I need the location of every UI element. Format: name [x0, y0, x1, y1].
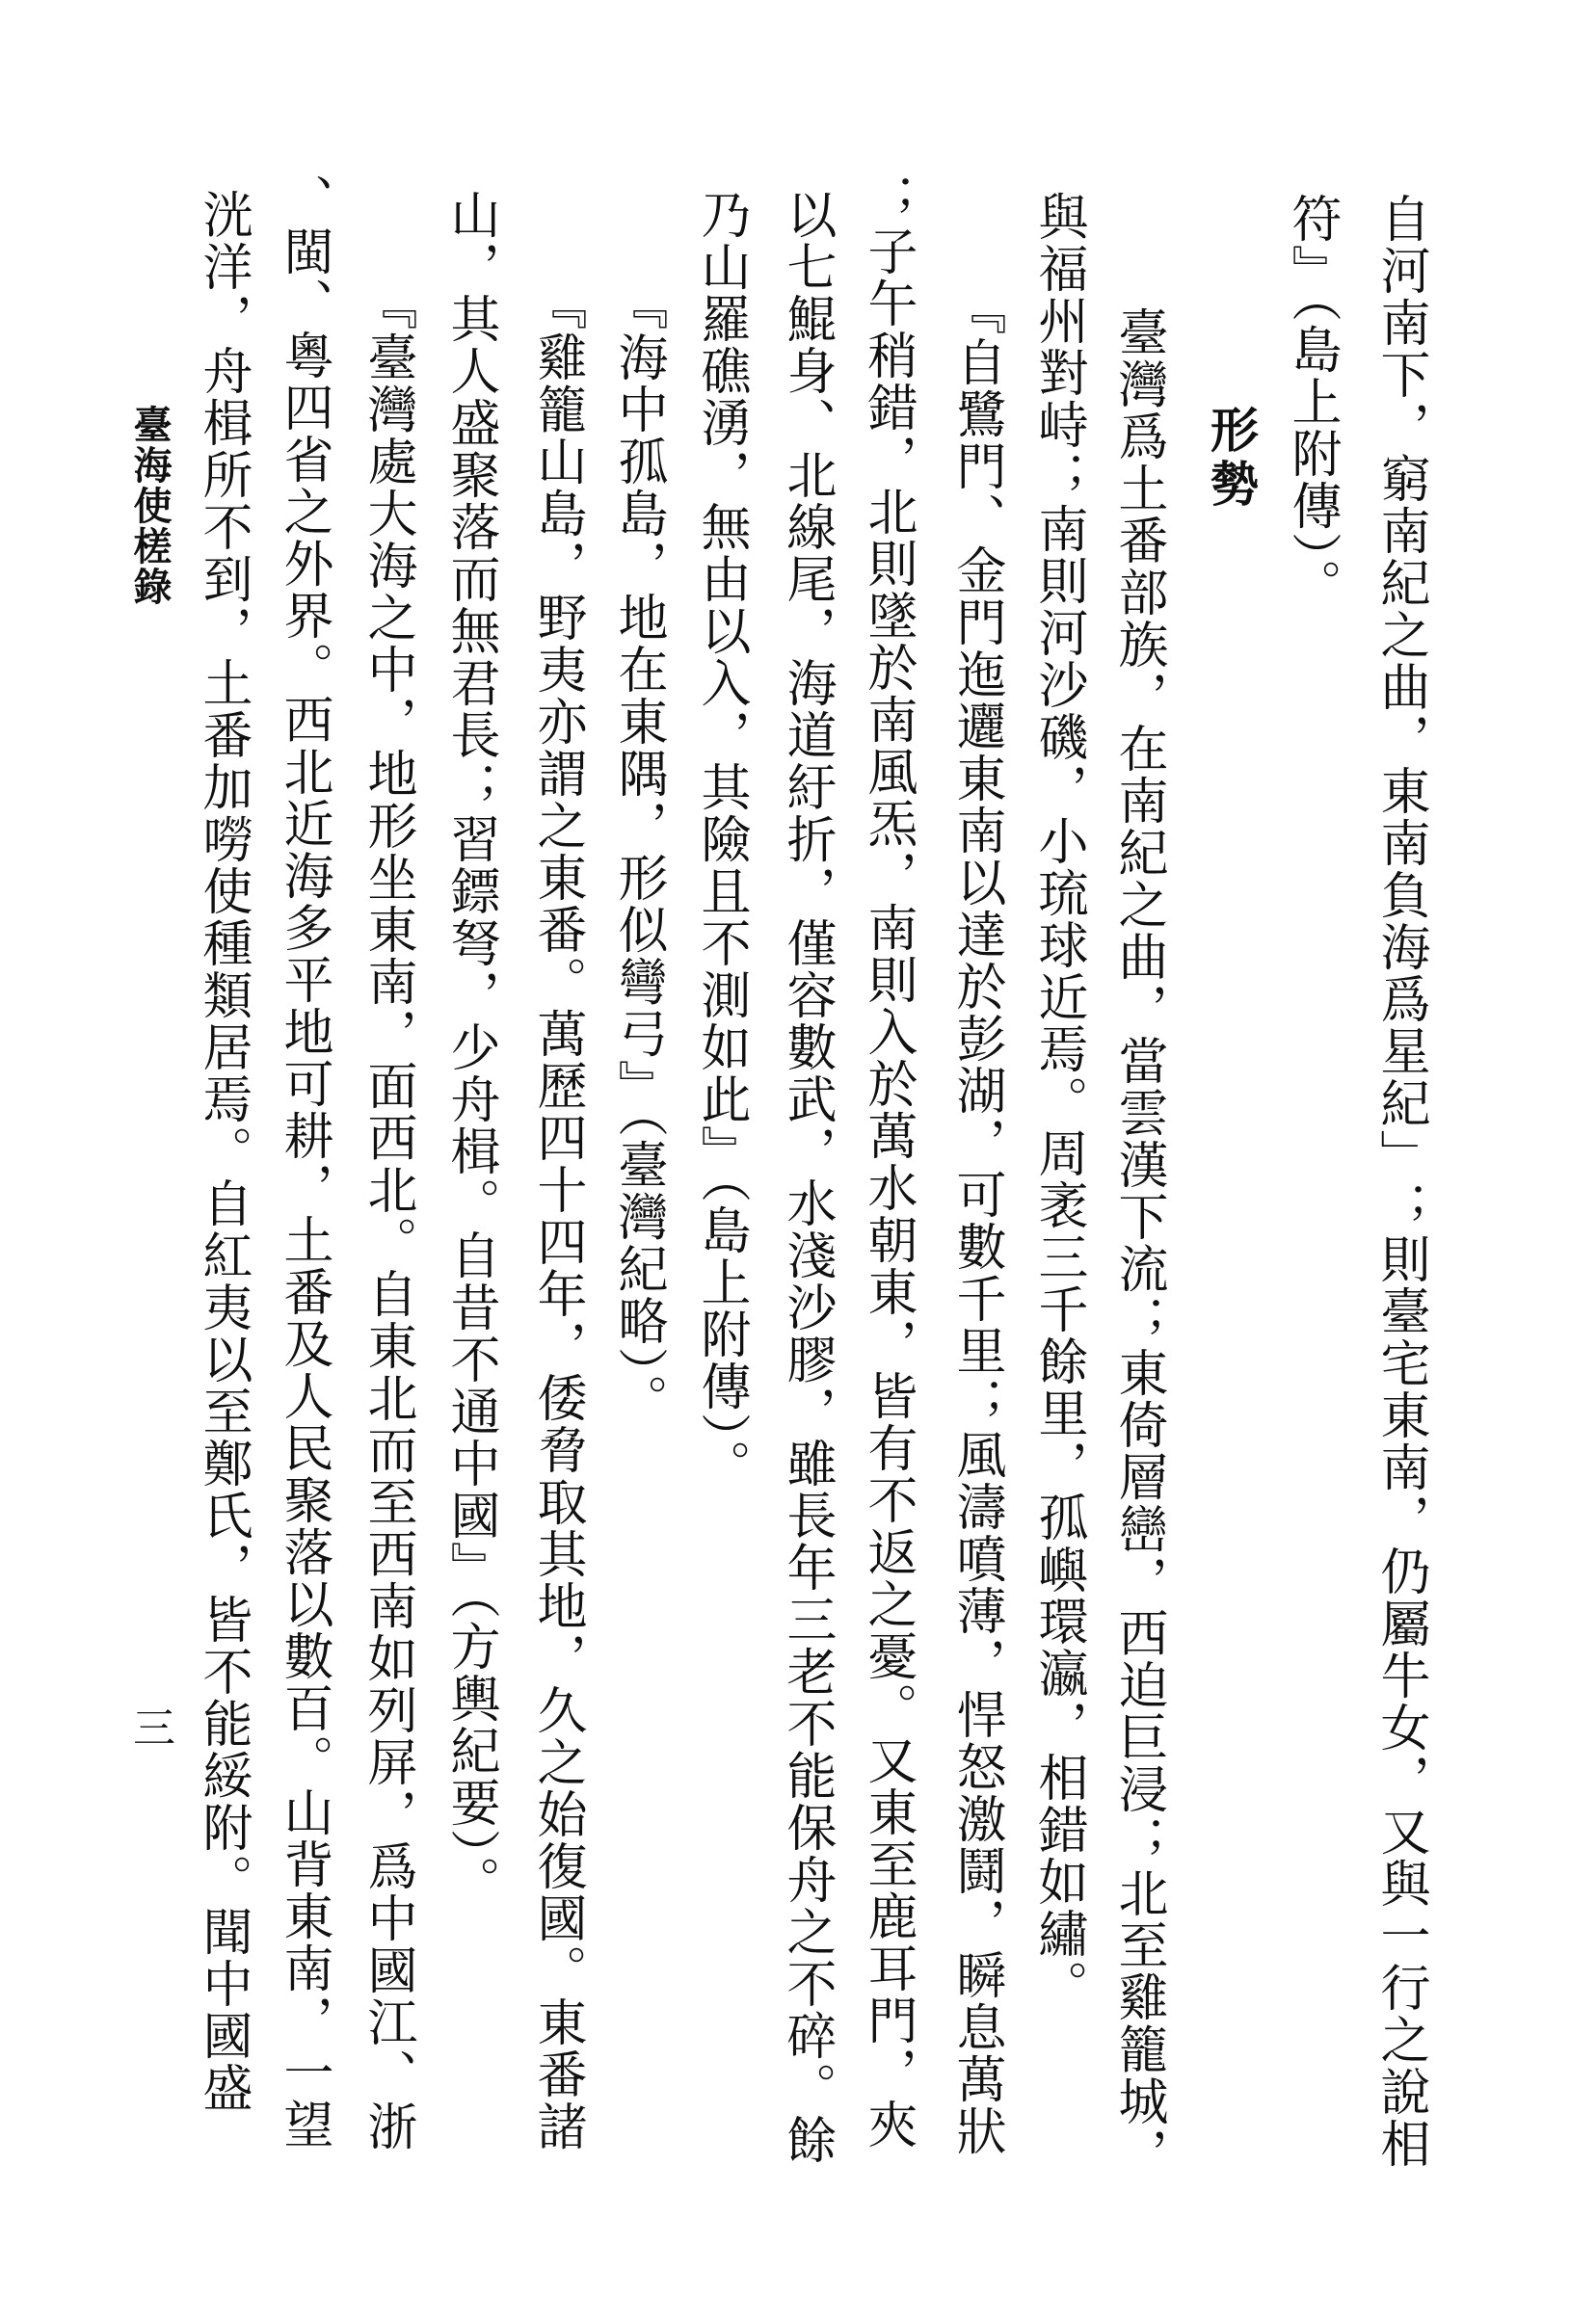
- text-column-12: 『臺灣處大海之中，地形坐東南，面西北。自東北而至西南如列屏，爲中國江、浙: [359, 279, 416, 2152]
- section-heading: 形勢: [1203, 405, 1260, 513]
- text-column-10: 『雞籠山島，野夷亦謂之東番。萬歷四十四年，倭脅取其地，久之始復國。東番諸: [528, 279, 586, 2152]
- text-column-3: 臺灣爲土番部族，在南紀之曲，當雲漢下流；東倚層巒，西迫巨浸；北至雞籠城，: [1109, 306, 1167, 2179]
- text-column-6: ；子午稍錯，北則墜於南風炁，南則入於萬水朝東，皆有不返之憂。又東至鹿耳門，夾: [859, 173, 917, 2151]
- text-column-7: 以七鯤身、北線尾，海道紆折，僅容數武，水淺沙膠，雖長年三老不能保舟之不碎。餘: [778, 189, 836, 2166]
- text-column-13: 、閩、粵四省之外界。西北近海多平地可耕，土番及人民聚落以數百。山背東南，一望: [275, 173, 332, 2151]
- text-column-11: 山，其人盛聚落而無君長；習鏢弩，少舟楫。自昔不通中國』（方輿紀要）。: [441, 189, 499, 1908]
- text-column-14: 洸洋，舟楫所不到，土番加嘮使種類居焉。自紅夷以至鄭氏，皆不能綏附。聞中國盛: [194, 189, 252, 2114]
- text-column-5: 『自鷺門、金門迤邐東南以達於彭湖，可數千里；風濤噴薄，悍怒激鬪，瞬息萬狀: [947, 284, 1005, 2157]
- page-number: 三: [125, 1705, 174, 1748]
- book-title: 臺海使槎錄: [127, 405, 173, 607]
- text-column-9: 『海中孤島，地在東隅，形似彎弓』（臺灣紀略）。: [609, 279, 667, 1426]
- text-column-1: 自河南下，窮南紀之曲，東南負海爲星紀」；則臺宅東南，仍屬牛女，又與一行之說相: [1371, 193, 1429, 2170]
- text-column-4: 與福州對峙；南則河沙磯，小琉球近焉。周袤三千餘里，孤嶼環瀛，相錯如繡。: [1029, 191, 1087, 2012]
- text-column-2: 符』（島上附傳）。: [1283, 193, 1341, 611]
- text-column-8: 乃山羅礁湧，無由以入，其險且不測如此』（島上附傳）。: [692, 189, 750, 1492]
